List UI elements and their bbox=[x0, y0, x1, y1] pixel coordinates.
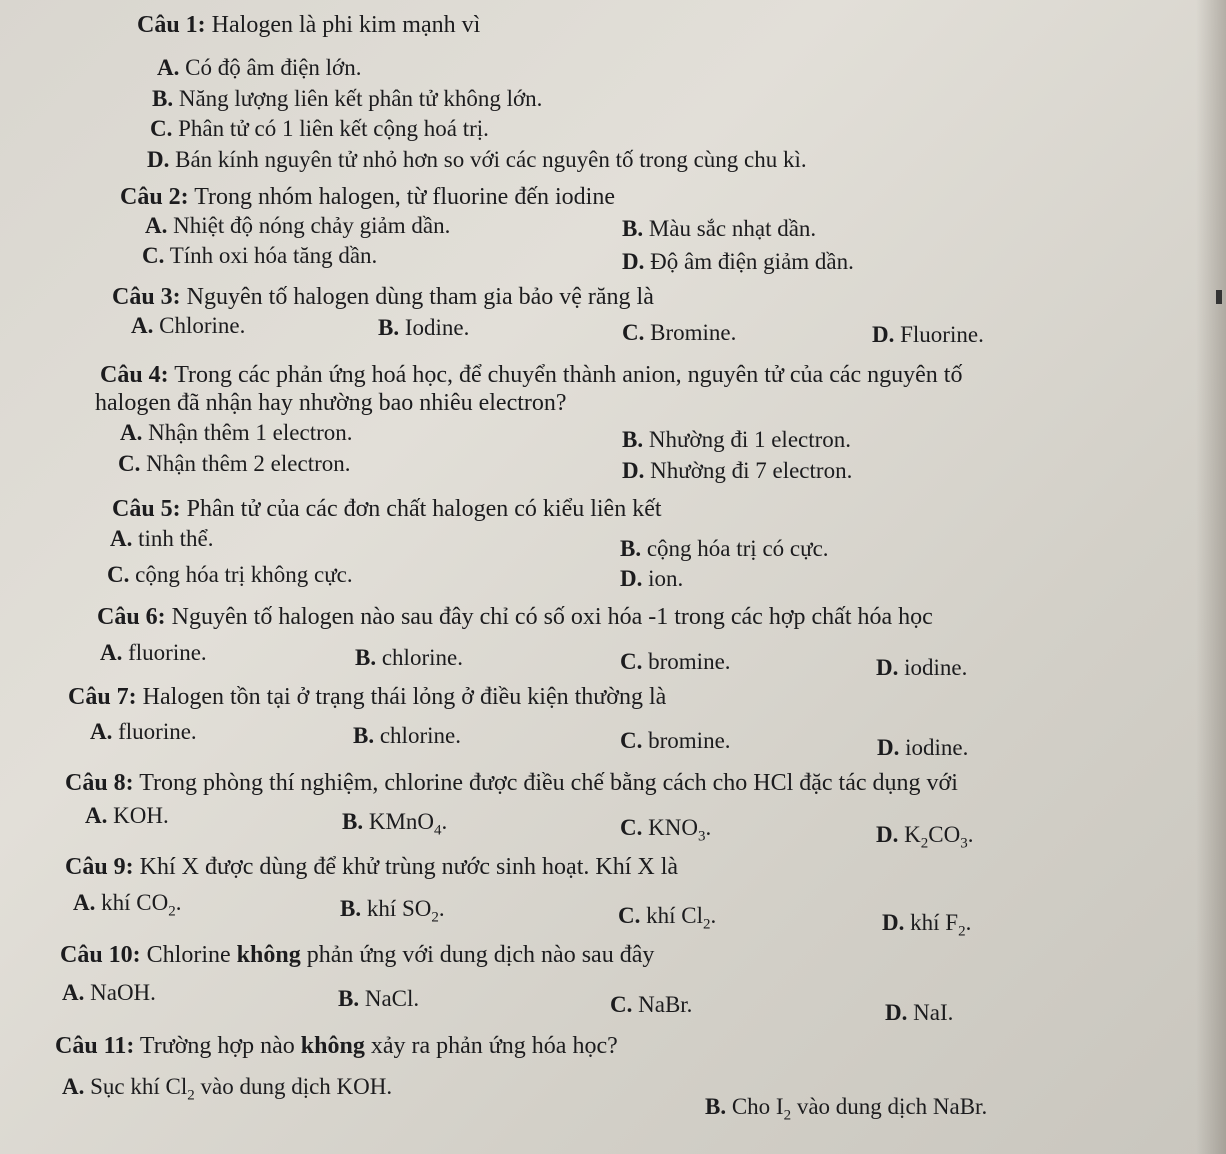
page-edge-shadow bbox=[1196, 0, 1226, 1154]
q2-option-b: B. Màu sắc nhạt dần. bbox=[622, 216, 817, 241]
q3-option-c: C. Bromine. bbox=[622, 320, 737, 345]
q3-option-b: B. Iodine. bbox=[378, 315, 470, 340]
q4-option-c: C. Nhận thêm 2 electron. bbox=[118, 451, 351, 476]
q5-option-b: B. cộng hóa trị có cực. bbox=[620, 536, 829, 561]
q11-option-b: B. Cho $I_2$ vào dung dịch NaBr. bbox=[705, 1094, 988, 1124]
question-text: Halogen là phi kim mạnh vì bbox=[205, 12, 481, 38]
question-11: Câu 11: Trường hợp nào không xảy ra phản ứng hóa học? bbox=[55, 1033, 618, 1059]
q8-option-d: D. $K_2CO_3$. bbox=[876, 822, 974, 852]
q2-option-a: A. Nhiệt độ nóng chảy giảm dần. bbox=[145, 213, 451, 238]
q8-option-b: B. KMnO$_4$. bbox=[342, 809, 448, 839]
q9-option-a: A. khí $CO_2$. bbox=[73, 890, 182, 920]
q9-option-d: D. khí $F_2$. bbox=[882, 910, 972, 940]
q6-option-c: C. bromine. bbox=[620, 649, 731, 674]
edge-mark bbox=[1216, 290, 1222, 304]
q8-option-a: A. KOH. bbox=[85, 803, 169, 828]
question-10: Câu 10: Chlorine không phản ứng với dung dịch nào sau đây bbox=[60, 942, 655, 968]
q1-option-b: B. Năng lượng liên kết phân tử không lớn. bbox=[152, 86, 543, 111]
question-5: Câu 5: Phân tử của các đơn chất halogen có kiểu liên kết bbox=[112, 496, 662, 522]
q5-option-d: D. ion. bbox=[620, 566, 684, 591]
question-7: Câu 7: Halogen tồn tại ở trạng thái lỏng ở điều kiện thường là bbox=[68, 684, 667, 710]
q10-option-d: D. NaI. bbox=[885, 1000, 954, 1025]
question-8: Câu 8: Trong phòng thí nghiệm, chlorine được điều chế bằng cách cho HCl đặc tác dụng với bbox=[65, 770, 958, 796]
question-2: Câu 2: Trong nhóm halogen, từ fluorine đến iodine bbox=[120, 184, 615, 210]
q7-option-c: C. bromine. bbox=[620, 728, 731, 753]
q10-option-b: B. NaCl. bbox=[338, 986, 420, 1011]
q2-option-c: C. Tính oxi hóa tăng dần. bbox=[142, 243, 378, 268]
question-6: Câu 6: Nguyên tố halogen nào sau đây chỉ có số oxi hóa -1 trong các hợp chất hóa học bbox=[97, 604, 933, 630]
q4-option-a: A. Nhận thêm 1 electron. bbox=[120, 420, 353, 445]
q2-option-d: D. Độ âm điện giảm dần. bbox=[622, 249, 854, 274]
q1-option-a: A. Có độ âm điện lớn. bbox=[157, 55, 362, 80]
question-4: Câu 4: Trong các phản ứng hoá học, để chuyển thành anion, nguyên tử của các nguyên tố bbox=[100, 362, 963, 388]
q6-option-a: A. fluorine. bbox=[100, 640, 207, 665]
question-label: Câu 1: bbox=[137, 12, 206, 38]
q7-option-d: D. iodine. bbox=[877, 735, 969, 760]
question-4-cont: halogen đã nhận hay nhường bao nhiêu electron? bbox=[95, 390, 567, 416]
q11-option-a: A. Sục khí $Cl_2$ vào dung dịch KOH. bbox=[62, 1074, 393, 1104]
q1-option-c: C. Phân tử có 1 liên kết cộng hoá trị. bbox=[150, 116, 489, 141]
question-3: Câu 3: Nguyên tố halogen dùng tham gia bảo vệ răng là bbox=[112, 284, 654, 310]
q10-option-c: C. NaBr. bbox=[610, 992, 693, 1017]
q5-option-c: C. cộng hóa trị không cực. bbox=[107, 562, 353, 587]
q5-option-a: A. tinh thể. bbox=[110, 526, 214, 551]
q4-option-d: D. Nhường đi 7 electron. bbox=[622, 458, 853, 483]
q9-option-c: C. khí $Cl_2$. bbox=[618, 903, 717, 933]
question-1 bbox=[137, 12, 480, 39]
q3-option-d: D. Fluorine. bbox=[872, 322, 984, 347]
q10-option-a: A. NaOH. bbox=[62, 980, 156, 1005]
q7-option-a: A. fluorine. bbox=[90, 719, 197, 744]
q9-option-b: B. khí $SO_2$. bbox=[340, 896, 445, 926]
q6-option-b: B. chlorine. bbox=[355, 645, 463, 670]
q3-option-a: A. Chlorine. bbox=[131, 313, 246, 338]
question-9: Câu 9: Khí X được dùng để khử trùng nước sinh hoạt. Khí X là bbox=[65, 854, 679, 880]
q6-option-d: D. iodine. bbox=[876, 655, 968, 680]
q8-option-c: C. $KNO_3$. bbox=[620, 815, 712, 845]
q7-option-b: B. chlorine. bbox=[353, 723, 461, 748]
q4-option-b: B. Nhường đi 1 electron. bbox=[622, 427, 852, 452]
q1-option-d: D. Bán kính nguyên tử nhỏ hơn so với các nguyên tố trong cùng chu kì. bbox=[147, 147, 807, 172]
